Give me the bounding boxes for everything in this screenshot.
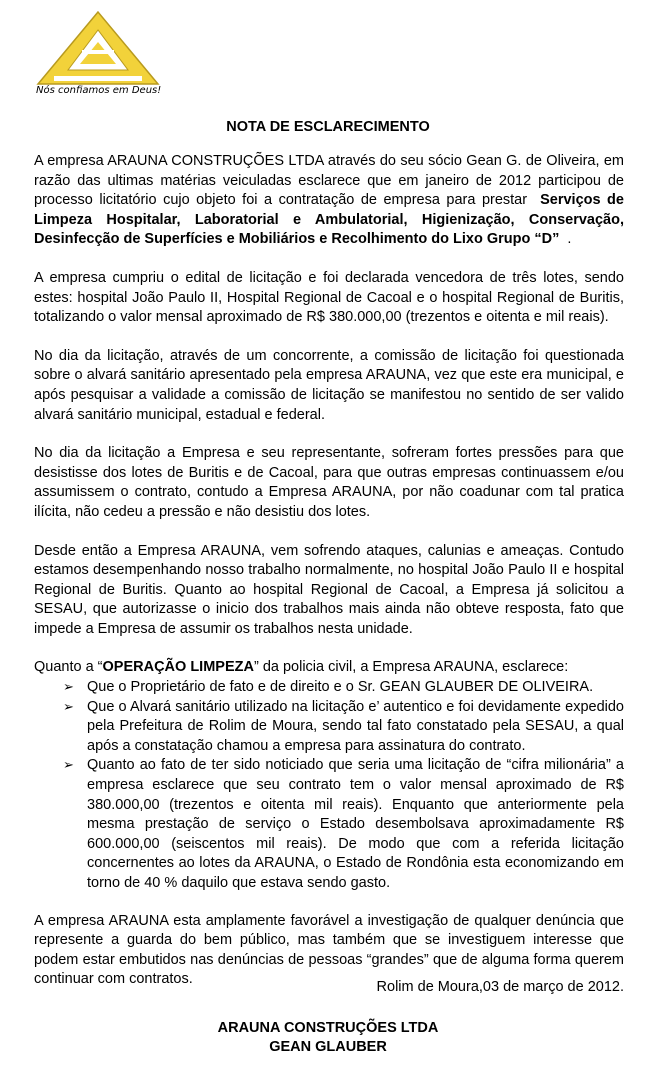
signature-name: GEAN GLAUBER — [269, 1039, 387, 1055]
list-item: ➢ Que o Alvará sanitário utilizado na licitação e’ autentico e foi devidamente expedido pela Prefeitura de Rolim de Moura, sendo tal fato constatado pela SESAU, a qual após a constatação chamou a empresa para assinatura do contrato. — [87, 698, 624, 757]
service-description: Serviços de Limpeza Hospitalar, Laboratorial e Ambulatorial, Higienização, Conservação, Desinfecção de Superfícies e Mobiliários e Recolhimento do Lixo Grupo “D” — [34, 192, 624, 248]
list-item: ➢ Que o Proprietário de fato e de direito e o Sr. GEAN GLAUBER DE OLIVEIRA. — [87, 678, 624, 698]
company-logo — [32, 10, 164, 90]
list-item: ➢ Quanto ao fato de ter sido noticiado que seria uma licitação de “cifra milionária” a empresa esclarece que seu contrato tem o valor mensal aproximado de R$ 380.000,00 (trezentos e oitenta mil reais). Enquanto que anteriormente pela mesma prestação de serviço o Estado desembolsava aproximadamente R$ 600.000,00 (seiscentos mil reais). De modo que com a referida licitação concernentes ao lotes da ARAUNA, o Estado de Rondônia esta economizando em torno de 40 % daquilo que estava sendo gasto. — [87, 756, 624, 893]
bullet-list — [34, 678, 624, 894]
paragraph — [34, 658, 624, 678]
signature-block — [0, 1019, 656, 1057]
paragraph — [34, 152, 624, 250]
motto: Nós confiamos em Deus! — [36, 85, 162, 96]
paragraph: A empresa ARAUNA esta amplamente favorável a investigação de qualquer denúncia que represente a guarda do bem público, mas também que se investiguem interesse que podem estar embutidos nas denúncias de pessoas “grandes” que de alguma forma querem continuar com contratos. — [34, 912, 624, 988]
paragraph-end: . — [567, 231, 572, 248]
paragraph-text: Quanto a “ — [34, 659, 103, 676]
paragraph-text: A empresa ARAUNA CONSTRUÇÕES LTDA através do seu sócio Gean G. de Oliveira, em razão das ultimas matérias veiculadas esclarece que em janeiro de 2012 participou de processo licitatório cujo objeto foi a contratação de empresa para prestar — [34, 153, 624, 209]
paragraph: No dia da licitação, através de um concorrente, a comissão de licitação foi questionada sobre o alvará sanitário apresentado pela empresa ARAUNA, vez que este era municipal, e após pesquisar a validade a comissão de licitação se manifestou no sentido de ser valido alvará sanitário municipal, estadual e federal. — [34, 347, 624, 423]
operation-name: OPERAÇÃO LIMPEZA — [102, 659, 254, 676]
page-title: NOTA DE ESCLARECIMENTO — [226, 119, 430, 135]
paragraph: Desde então a Empresa ARAUNA, vem sofrendo ataques, calunias e ameaças. Contudo estamos desempenhando nosso trabalho normalmente, no hospital João Paulo II e hospital Regional de Buritis. Quanto ao hospital Regional de Cacoal, a Empresa já solicitou a SESAU, que autorizasse o inicio dos trabalhos mais ainda não obteve resposta, fato que impede a Empresa de assumir os trabalhos nesta unidade. — [34, 542, 624, 637]
document-body — [34, 152, 624, 1009]
paragraph: A empresa cumpriu o edital de licitação e foi declarada vencedora de três lotes, sendo estes: hospital João Paulo II, Hospital Regional de Cacoal e o hospital Regional de Buritis, totalizando o valor mensal aproximado de R$ 380.000,00 (trezentos e oitenta e mil reais). — [34, 269, 624, 326]
paragraph-text: ” da policia civil, a Empresa ARAUNA, esclarece: — [253, 659, 569, 676]
paragraph: No dia da licitação a Empresa e seu representante, sofreram fortes pressões para que desistisse dos lotes de Buritis e de Cacoal, para que outras empresas continuassem e/ou assumissem o contrato, contudo a Empresa ARAUNA, por não coadunar com tal pratica ilícita, não cedeu a pressão e não desistiu dos lotes. — [34, 445, 624, 520]
signature-company: ARAUNA CONSTRUÇÕES LTDA — [217, 1020, 439, 1036]
date-line: Rolim de Moura,03 de março de 2012. — [376, 979, 624, 995]
